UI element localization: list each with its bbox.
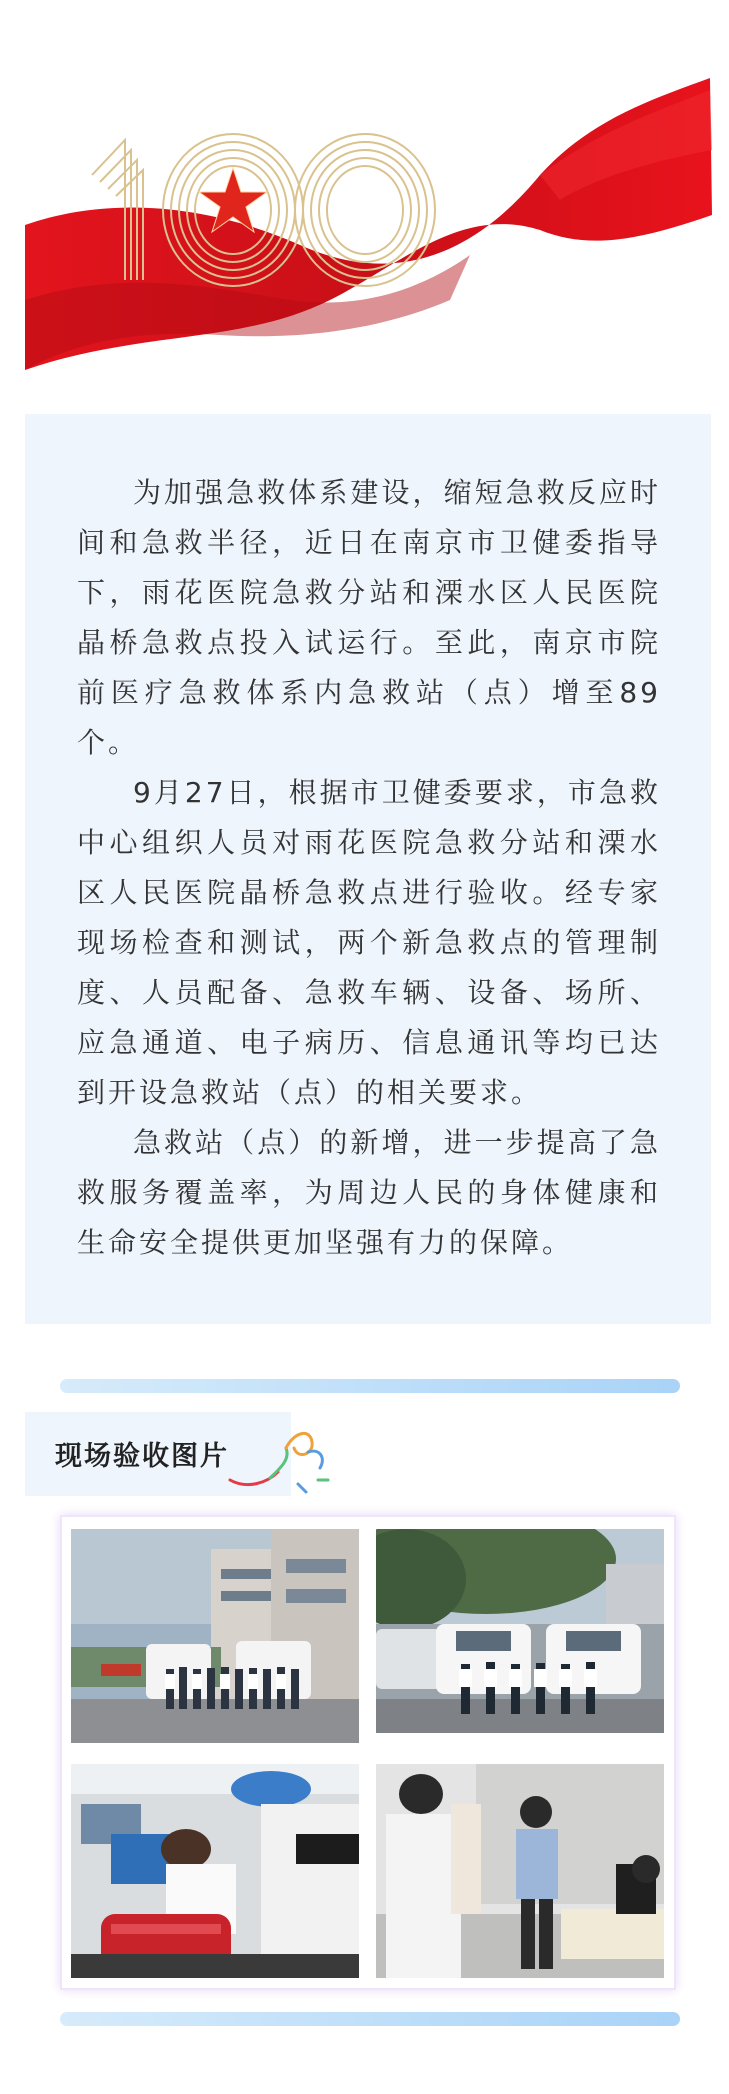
article-paragraph-2: 9月27日，根据市卫健委要求，市急救中心组织人员对雨花医院急救分站和溧水区人民医院晶桥急救点进行验收。经专家现场检查和测试，两个新急救点的管理制度、人员配备、急救车辆、设备、场所、应急通道、电子病历、信息通讯等均已达到开设急救站（点）的相关要求。 xyxy=(77,776,661,1109)
photo-ambulance-interior xyxy=(71,1764,359,1978)
photo-indoor-inspection xyxy=(376,1764,664,1978)
decorative-bottom-bar xyxy=(60,2012,680,2026)
gallery-title: 现场验收图片 xyxy=(55,1441,229,1472)
photo-group-ambulances xyxy=(376,1529,664,1733)
ribbon-doodle-icon xyxy=(228,1418,338,1496)
photo-gallery xyxy=(60,1515,676,1990)
photo-group-ambulance-station xyxy=(71,1529,359,1743)
article-panel xyxy=(25,414,711,1324)
article-paragraph-3: 急救站（点）的新增，进一步提高了急救服务覆盖率，为周边人民的身体健康和生命安全提供更加坚强有力的保障。 xyxy=(77,1126,661,1259)
decorative-top-bar xyxy=(60,1379,680,1393)
article-paragraph-1: 为加强急救体系建设，缩短急救反应时间和急救半径，近日在南京市卫健委指导下，雨花医院急救分站和溧水区人民医院晶桥急救点投入试运行。至此，南京市院前医疗急救体系内急救站（点）增至89个。 xyxy=(77,476,661,759)
centenary-banner xyxy=(0,0,729,390)
